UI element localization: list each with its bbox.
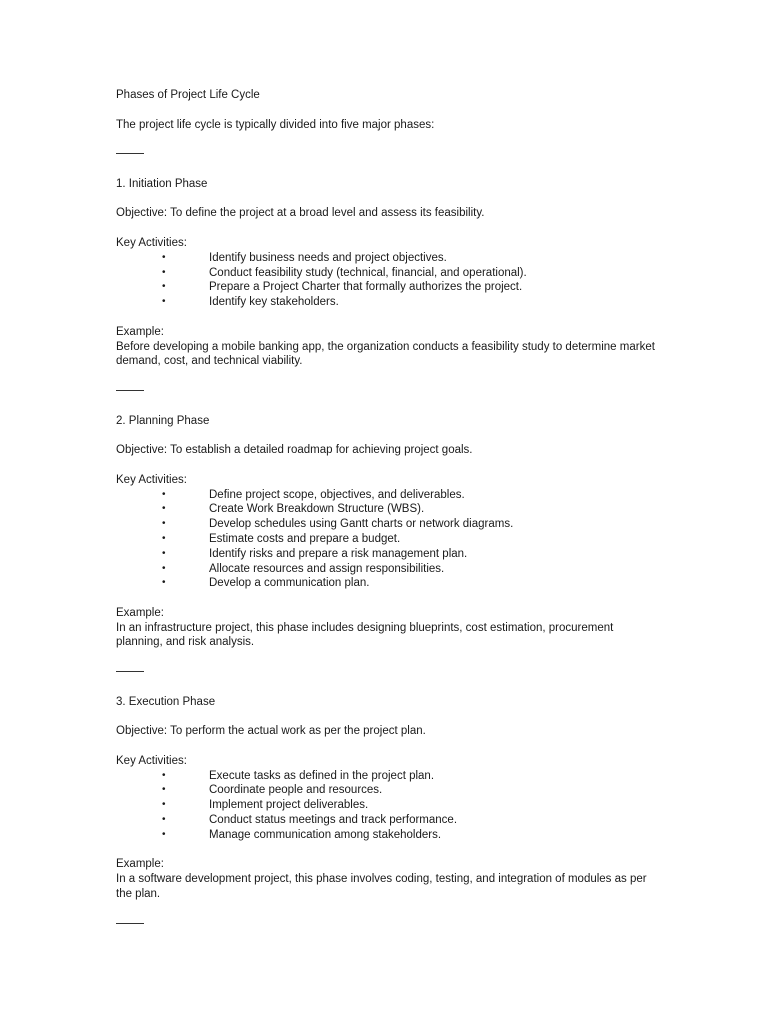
key-activities-label: Key Activities: — [116, 236, 187, 249]
list-item: • Identify business needs and project objectives. — [162, 251, 447, 264]
list-item: • Develop a communication plan. — [162, 577, 370, 590]
list-item: • Manage communication among stakeholders. — [162, 828, 442, 841]
key-activities-label: Key Activities: — [116, 473, 187, 486]
section-objective: Objective: To establish a detailed roadmap for achieving project goals. — [116, 444, 473, 457]
list-item: • Implement project deliverables. — [162, 799, 369, 812]
example-label: Example: — [116, 858, 164, 871]
example-paragraph: In an infrastructure project, this phase includes designing blueprints, cost estimation, procurement planning, and risk analysis. — [116, 621, 614, 649]
bullet-icon: • — [162, 532, 166, 544]
section-execution — [116, 695, 656, 902]
bullet-icon: • — [162, 577, 166, 589]
bullet-icon: • — [162, 296, 166, 308]
example-paragraph: In a software development project, this phase involves coding, testing, and integration of modules as per the plan. — [116, 873, 647, 901]
example-label: Example: — [116, 325, 164, 338]
section-heading: 2. Planning Phase — [116, 414, 210, 427]
list-item: • Create Work Breakdown Structure (WBS). — [162, 503, 425, 516]
bullet-icon: • — [162, 547, 166, 559]
bullet-icon: • — [162, 799, 166, 811]
document-title: Phases of Project Life Cycle — [116, 89, 260, 101]
bullet-icon: • — [162, 488, 166, 500]
bullet-icon: • — [162, 784, 166, 796]
bullet-icon: • — [162, 281, 166, 293]
list-item: • Conduct feasibility study (technical, financial, and operational). — [162, 266, 527, 279]
example-label: Example: — [116, 606, 164, 619]
list-item: • Define project scope, objectives, and deliverables. — [162, 488, 465, 501]
bullet-icon: • — [162, 518, 166, 530]
section-objective: Objective: To perform the actual work as per the project plan. — [116, 725, 426, 738]
list-item: • Develop schedules using Gantt charts or network diagrams. — [162, 518, 514, 531]
section-heading: 1. Initiation Phase — [116, 177, 208, 190]
list-item: • Identify risks and prepare a risk management plan. — [162, 547, 468, 560]
key-activities-label: Key Activities: — [116, 754, 187, 767]
section-planning — [116, 414, 656, 651]
bullet-icon: • — [162, 814, 166, 826]
section-divider — [116, 384, 656, 399]
section-divider — [116, 147, 656, 162]
bullet-icon: • — [162, 769, 166, 781]
bullet-icon: • — [162, 251, 166, 263]
bullet-icon: • — [162, 828, 166, 840]
activities-list — [116, 769, 656, 843]
activities-list — [116, 251, 656, 310]
list-item: • Prepare a Project Charter that formally authorizes the project. — [162, 281, 523, 294]
section-divider — [116, 665, 656, 680]
activities-list — [116, 488, 656, 592]
list-item: • Execute tasks as defined in the project plan. — [162, 769, 435, 782]
section-heading: 3. Execution Phase — [116, 695, 216, 708]
section-initiation — [116, 177, 656, 369]
bullet-icon: • — [162, 562, 166, 574]
intro-paragraph: The project life cycle is typically divided into five major phases: — [116, 118, 435, 131]
list-item: • Identify key stakeholders. — [162, 296, 339, 309]
list-item: • Conduct status meetings and track performance. — [162, 814, 458, 827]
list-item: • Allocate resources and assign responsibilities. — [162, 562, 445, 575]
example-paragraph: Before developing a mobile banking app, the organization conducts a feasibility study to determine market demand, cost, and technical viability. — [116, 340, 655, 368]
section-objective: Objective: To define the project at a broad level and assess its feasibility. — [116, 207, 485, 220]
bullet-icon: • — [162, 503, 166, 515]
list-item: • Coordinate people and resources. — [162, 784, 383, 797]
document-page — [116, 88, 656, 931]
section-divider — [116, 917, 656, 932]
list-item: • Estimate costs and prepare a budget. — [162, 532, 401, 545]
bullet-icon: • — [162, 266, 166, 278]
